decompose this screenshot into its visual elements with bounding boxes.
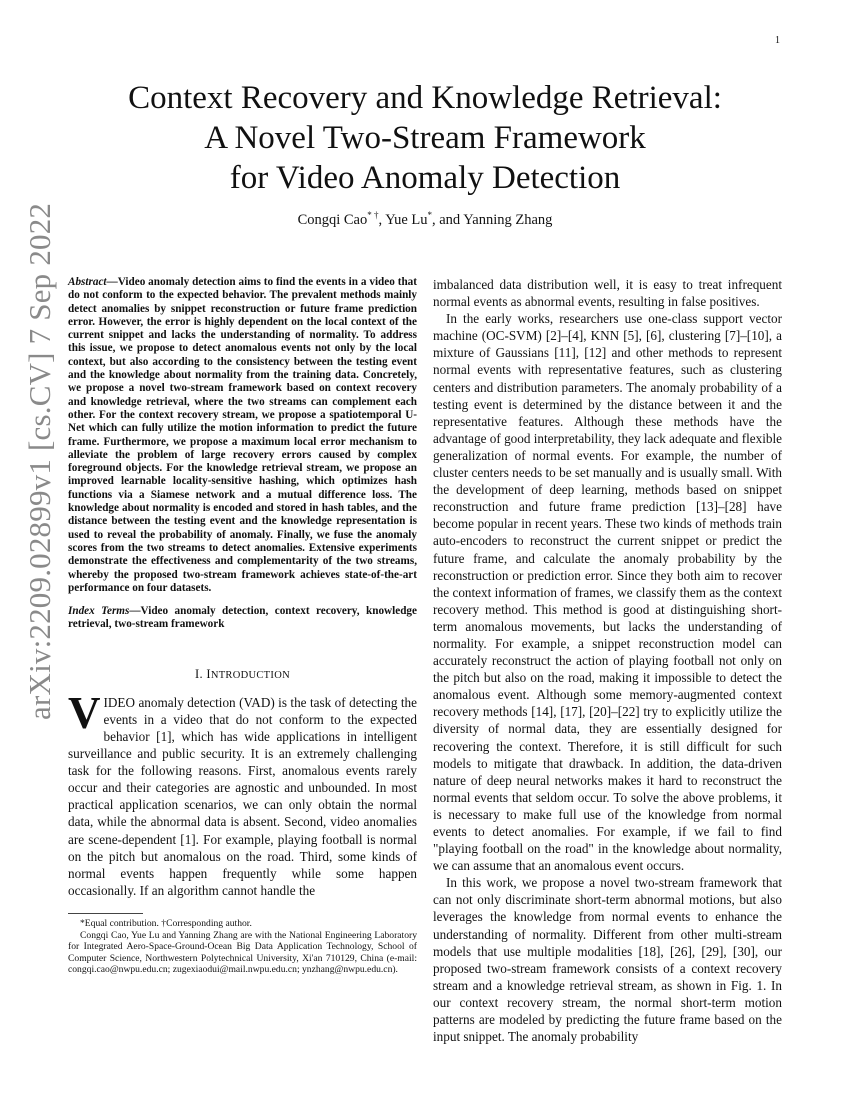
page-number: 1 [775, 35, 780, 46]
right-paragraph-3: In this work, we propose a novel two-stream framework that can not only discriminate short-term abnormal motions, but also leverages the knowledge from normal events to enhance the understanding of normality. Different from other multi-stream models that use multiple modalities [18], [26], [29], [30], our proposed two-stream framework consists of a context recovery stream and a knowledge retrieval stream, as shown in Fig. 1. In our context recovery stream, the normal short-term motion patterns are modeled by predicting the future frame based on the input snippet. The anomaly probability [433, 875, 782, 1045]
left-column [68, 276, 417, 976]
abstract-text: —Video anomaly detection aims to find the events in a video that do not conform to the expected behavior. The prevalent methods mainly detect anomalies by snippet reconstruction or future frame prediction error. However, the error is highly dependent on the local context of the current snippet and lacks the understanding of normality. To address this issue, we propose to detect anomalous events not only by the local context, but also according to the consistency between the testing event and the knowledge about normality from the training data. Concretely, we propose a novel two-stream framework based on context recovery and knowledge retrieval, where the two streams can complement each other. For the context recovery stream, we propose a spatiotemporal U-Net which can fully utilize the motion information to predict the future frame. Furthermore, we propose a maximum local error mechanism to alleviate the problem of large recovery errors caused by complex foreground objects. For the knowledge retrieval stream, we propose an improved learnable locality-sensitive hashing, which optimizes hash functions via a Siamese network and a mutual difference loss. The knowledge about normality is encoded and stored in hash tables, and the distance between the testing event and the knowledge representation is used to reveal the probability of anomaly. Finally, we fuse the anomaly scores from the two streams to detect anomalies. Extensive experiments demonstrate the effectiveness and complementarity of the two streams, whereby the proposed two-stream framework achieves state-of-the-art performance on four datasets. [68, 276, 417, 594]
arxiv-watermark: arXiv:2209.02899v1 [cs.CV] 7 Sep 2022 [22, 202, 57, 720]
index-terms-label: Index Terms [68, 605, 130, 618]
intro-paragraph-1 [68, 687, 417, 899]
author-list [0, 210, 850, 229]
right-paragraph-1: imbalanced data distribution well, it is easy to treat infrequent normal events as abnormal events, resulting in false positives. [433, 277, 782, 310]
abstract-label: Abstract [68, 276, 107, 288]
title-line-2: A Novel Two-Stream Framework [204, 120, 646, 156]
author-2-marks: * [427, 210, 432, 220]
footnote-rule [68, 913, 143, 914]
footnotes [68, 918, 417, 976]
footnote-contribution: *Equal contribution. †Corresponding author. [80, 917, 252, 929]
abstract [68, 276, 417, 595]
section-numeral: I. [195, 666, 207, 681]
section-rest: NTRODUCTION [210, 669, 290, 681]
paper-title [0, 78, 850, 198]
right-paragraph-2: In the early works, researchers use one-class support vector machine (OC-SVM) [2]–[4], KNN [5], [6], clustering [7]–[10], a mixture of Gaussians [11], [12] and other methods to represent normal events with representative features, such as clustering centers and distribution parameters. The anomaly probability of a testing event is determined by the distance between it and the representative features. Although these methods have the advantage of good interpretability, they lack adequate and flexible generalization of normal events. For example, the number of cluster centers needs to be set manually and is usually small. With the development of deep learning, methods based on snippet reconstruction and future frame prediction [13]–[28] have become popular in recent years. These two kinds of methods train auto-encoders to reconstruct the current snippet or predict the future frame, and calculate the anomaly probability by the reconstruction or prediction error. Since they both aim to recover the context information of frames, we classify them as the context recovery method. This method is good at distinguishing short-term anomalous movements, but lacks the understanding of normality. For example, a snippet reconstruction model can accurately reconstruct the action of playing football not only on the pitch but also on the road, making it impossible to detect the anomalous event. Although some memory-augmented context recovery methods [14], [17], [20]–[22] try to explicitly utilize the diversity of normal data, they are essentially designed for recovering the context. Therefore, it is still difficult for such models to mitigate that drawback. In addition, the data-driven nature of deep neural networks makes it hard to reconstruct the normal events that seldom occur. To solve the above problems, it is necessary to make full use of the knowledge from normal events to detect anomalies. For example, if we fail to find "playing football on the road" in the knowledge about normality, we can assume that an anomalous event occurs. [433, 311, 782, 874]
author-1-marks: * † [367, 210, 379, 220]
title-line-1: Context Recovery and Knowledge Retrieval: [128, 80, 722, 116]
section-heading-introduction [68, 666, 417, 684]
footnote-affiliation: Congqi Cao, Yue Lu and Yanning Zhang are with the National Engineering Laboratory for Integrated Aero-Space-Ground-Ocean Big Data Application Technology, School of Computer Science, Northwestern Polytechnical University, Xi'an 710129, China (e-mail: congqi.cao@nwpu.edu.cn; zugexiaodui@mail.nwpu.edu.cn; ynzhang@nwpu.edu.cn). [68, 929, 417, 976]
author-3: , and Yanning Zhang [432, 211, 553, 228]
right-column [433, 276, 782, 1045]
dropcap: V [68, 687, 101, 738]
index-terms [68, 605, 417, 632]
author-2: , Yue Lu [378, 211, 428, 228]
intro-paragraph-1-text: IDEO anomaly detection (VAD) is the task of detecting the events in a video that do not conform to the expected behavior [1], which has wide applications in intelligent surveillance and public security. It is an extremely challenging task for the following reasons. First, anomalous events rarely occur and their categories are agnostic and unbounded. In most practical application scenarios, we can only obtain the normal data, while the abnormal data is absent. Second, video anomalies are scene-dependent [1]. For example, playing football is normal on the pitch but anomalous on the road. Third, some kinds of normal events happen frequently while some happen occasionally. If an algorithm cannot handle the [68, 694, 417, 898]
title-line-3: for Video Anomaly Detection [229, 160, 621, 196]
section-initial: I [206, 666, 211, 681]
index-terms-text: —Video anomaly detection, context recovery, knowledge retrieval, two-stream framework [68, 605, 417, 631]
author-1: Congqi Cao [297, 211, 368, 228]
